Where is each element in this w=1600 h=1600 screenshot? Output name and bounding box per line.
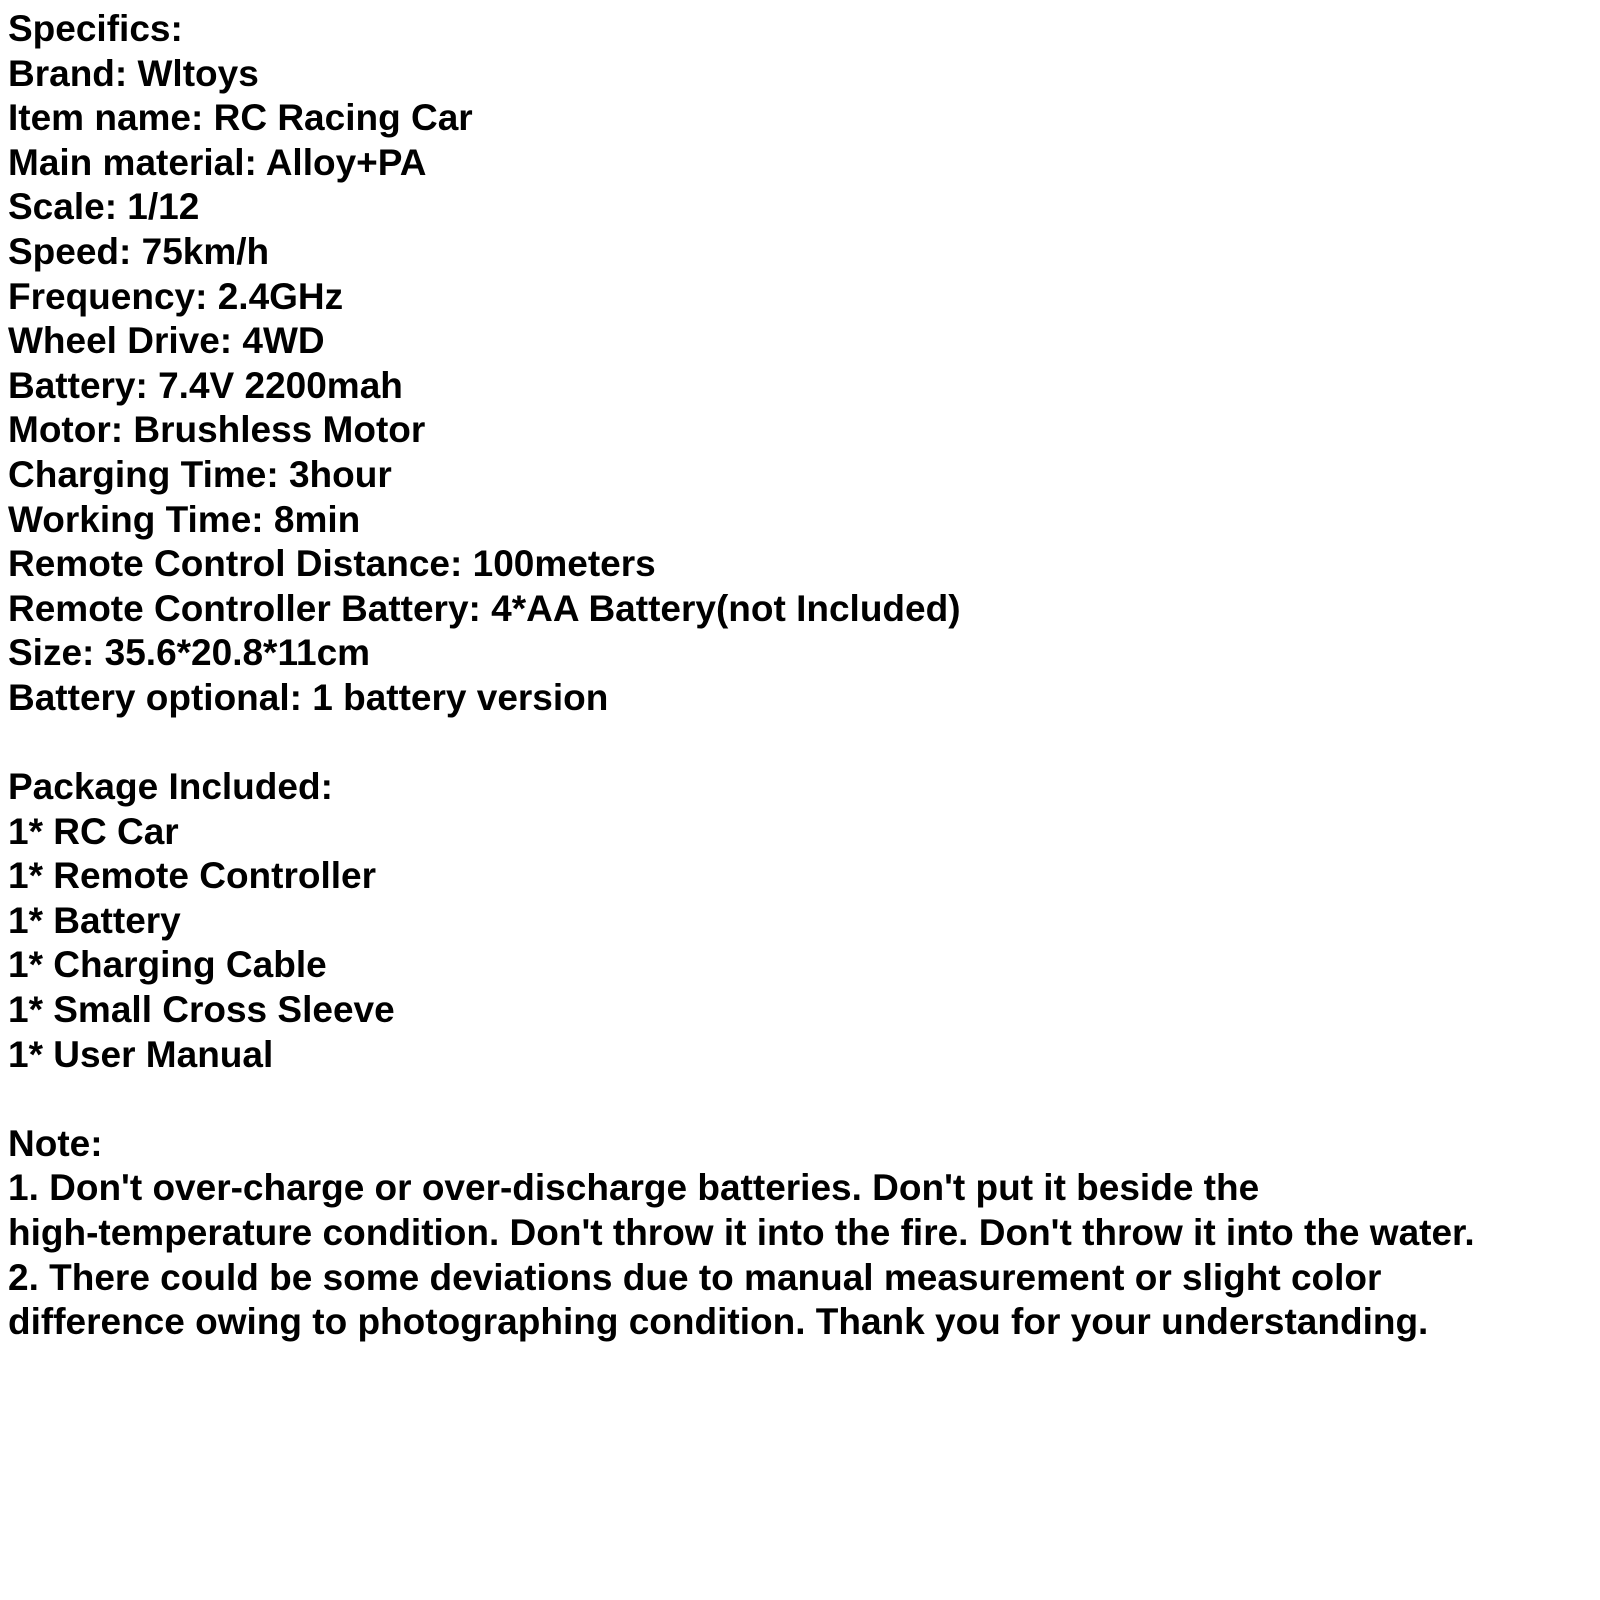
specifics-heading: Specifics: bbox=[8, 8, 183, 49]
note-line-1: 1. Don't over-charge or over-discharge batteries. Don't put it beside the bbox=[8, 1167, 1260, 1209]
package-item-remote-controller: 1* Remote Controller bbox=[8, 855, 377, 897]
spec-line-battery: Battery: 7.4V 2200mah bbox=[8, 364, 403, 406]
note-line-4: difference owing to photographing condition. Thank you for your understanding. bbox=[8, 1301, 1429, 1343]
spec-line-brand: Brand: Wltoys bbox=[8, 52, 259, 94]
spec-line-remote-control-distance: Remote Control Distance: 100meters bbox=[8, 543, 656, 585]
spec-line-scale: Scale: 1/12 bbox=[8, 186, 200, 228]
package-item-user-manual: 1* User Manual bbox=[8, 1033, 274, 1075]
spec-line-working-time: Working Time: 8min bbox=[8, 498, 361, 540]
spec-line-battery-optional: Battery optional: 1 battery version bbox=[8, 676, 609, 718]
package-item-charging-cable: 1* Charging Cable bbox=[8, 944, 327, 986]
spec-line-size: Size: 35.6*20.8*11cm bbox=[8, 632, 371, 674]
package-item-rc-car: 1* RC Car bbox=[8, 810, 179, 852]
spec-line-wheel-drive: Wheel Drive: 4WD bbox=[8, 320, 325, 362]
spec-line-frequency: Frequency: 2.4GHz bbox=[8, 275, 344, 317]
spec-line-speed: Speed: 75km/h bbox=[8, 230, 270, 272]
spec-line-remote-controller-battery: Remote Controller Battery: 4*AA Battery(not Included) bbox=[8, 587, 961, 629]
spec-line-charging-time: Charging Time: 3hour bbox=[8, 453, 392, 495]
blank-line bbox=[8, 1077, 1600, 1122]
package-heading: Package Included: bbox=[8, 766, 333, 808]
spec-line-main-material: Main material: Alloy+PA bbox=[8, 141, 427, 183]
note-line-3: 2. There could be some deviations due to manual measurement or slight color bbox=[8, 1256, 1382, 1298]
package-item-small-cross-sleeve: 1* Small Cross Sleeve bbox=[8, 989, 395, 1031]
note-line-2: high-temperature condition. Don't throw it into the fire. Don't throw it into the water. bbox=[8, 1212, 1475, 1254]
blank-line bbox=[8, 721, 1600, 766]
spec-line-motor: Motor: Brushless Motor bbox=[8, 409, 426, 451]
package-item-battery: 1* Battery bbox=[8, 899, 181, 941]
note-heading: Note: bbox=[8, 1122, 103, 1164]
spec-line-item-name: Item name: RC Racing Car bbox=[8, 97, 473, 139]
